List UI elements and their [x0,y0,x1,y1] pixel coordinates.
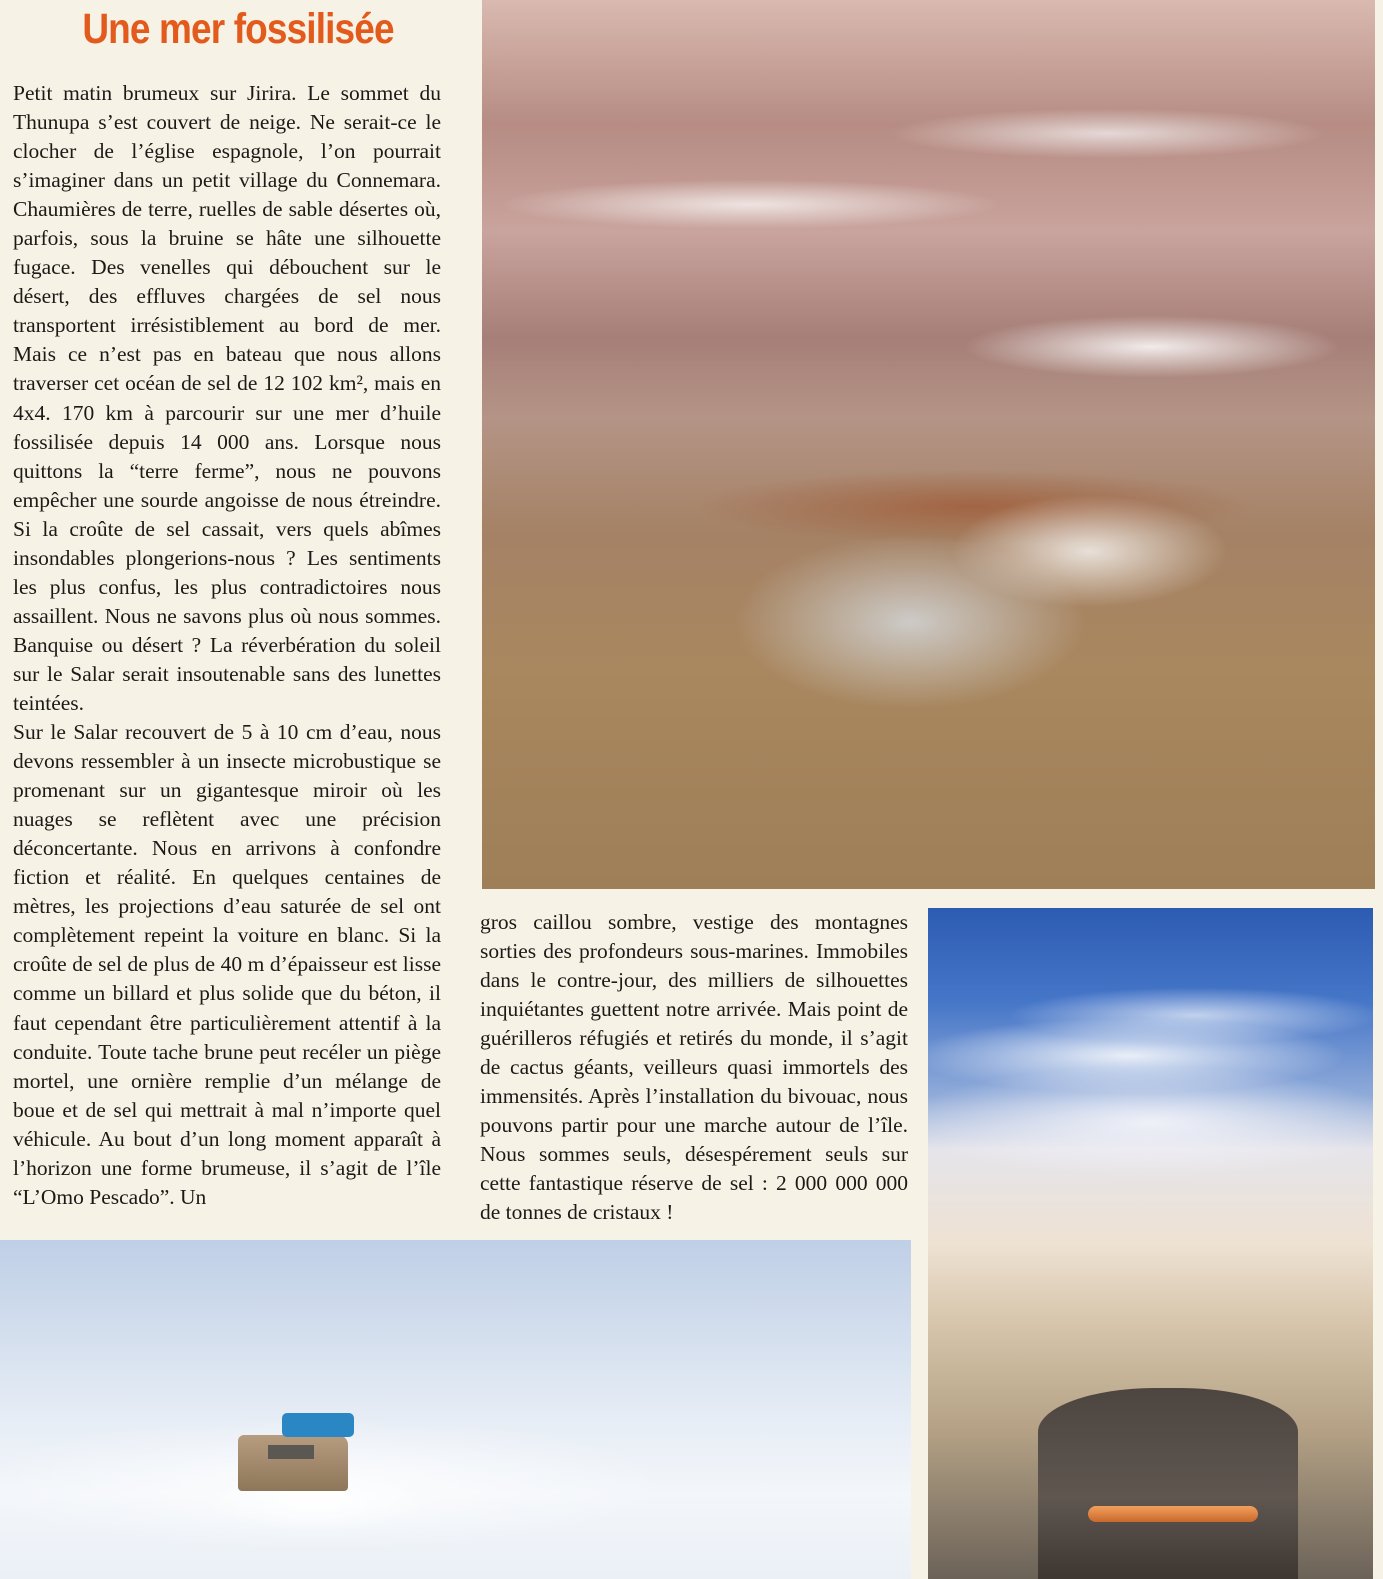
jeep-vehicle [238,1435,348,1491]
car-hood [1038,1388,1298,1579]
salt-crust-photo [482,0,1375,889]
paragraph-3: gros caillou sombre, vestige des montagnes sorties des profondeurs sous-marines. Immobiles dans le contre-jour, des milliers de silhouettes inquiétantes guettent notre arrivée. Mais point de guérilleros réfugiés et retirés du monde, il s’agit de cactus géants, veilleurs quasi immortels des immensités. Après l’installation du bivouac, nous pouvons partir pour une marche autour de l’île. Nous sommes seuls, désespérement seuls sur cette fantastique réserve de sel : 2 000 000 000 de tonnes de cristaux ! [480,910,908,1225]
jeep-window [268,1445,314,1459]
paragraph-1: Petit matin brumeux sur Jirira. Le sommet du Thunupa s’est couvert de neige. Ne serait-ce le clocher de l’église espagnole, l’on pourrait s’imaginer dans un petit village du Connemara. Chaumières de terre, ruelles de sable désertes où, parfois, sous la bruine se hâte une silhouette fugace. Des venelles qui débouchent sur le désert, des effluves chargées de sel nous transportent irrésistiblement au bord de mer. Mais ce n’est pas en bateau que nous allons traverser cet océan de sel de 12 102 km², mais en 4x4. 170 km à parcourir sur une mer d’huile fossilisée depuis 14 000 ans. Lorsque nous quittons la “terre ferme”, nous ne pouvons empêcher une sourde angoisse de nous étreindre. Si la croûte de sel cassait, vers quels abîmes insondables plongerions-nous ? Les sentiments les plus confus, les plus contradictoires nous assaillent. Nous ne savons plus où nous sommes. Banquise ou désert ? La réverbération du soleil sur le Salar serait insoutenable sans des lunettes teintées. [13,81,441,715]
jeep-roof-rack [282,1413,354,1437]
salar-windshield-photo [928,908,1373,1579]
text-column-left [13,79,441,1212]
car-hood-handle [1088,1506,1258,1522]
paragraph-2: Sur le Salar recouvert de 5 à 10 cm d’eau, nous devons ressembler à un insecte microbustique se promenant sur un gigantesque miroir où les nuages se reflètent avec une précision déconcertante. Nous en arrivons à confondre fiction et réalité. En quelques centaines de mètres, les projections d’eau saturée de sel ont complètement repeint la voiture en blanc. Si la croûte de sel de plus de 40 m d’épaisseur est lisse comme un billard et plus solide que du béton, il faut cependant être particulièrement attentif à la conduite. Toute tache brune peut recéler un piège mortel, une ornière remplie d’un mélange de boue et de sel qui mettrait à mal n’importe quel véhicule. Au bout d’un long moment apparaît à l’horizon une forme brumeuse, il s’agit de l’île “L’Omo Pescado”. Un [13,720,441,1209]
article-title: Une mer fossilisée [82,5,394,53]
jeep-in-haze-photo [0,1240,911,1579]
text-column-right [480,908,908,1228]
